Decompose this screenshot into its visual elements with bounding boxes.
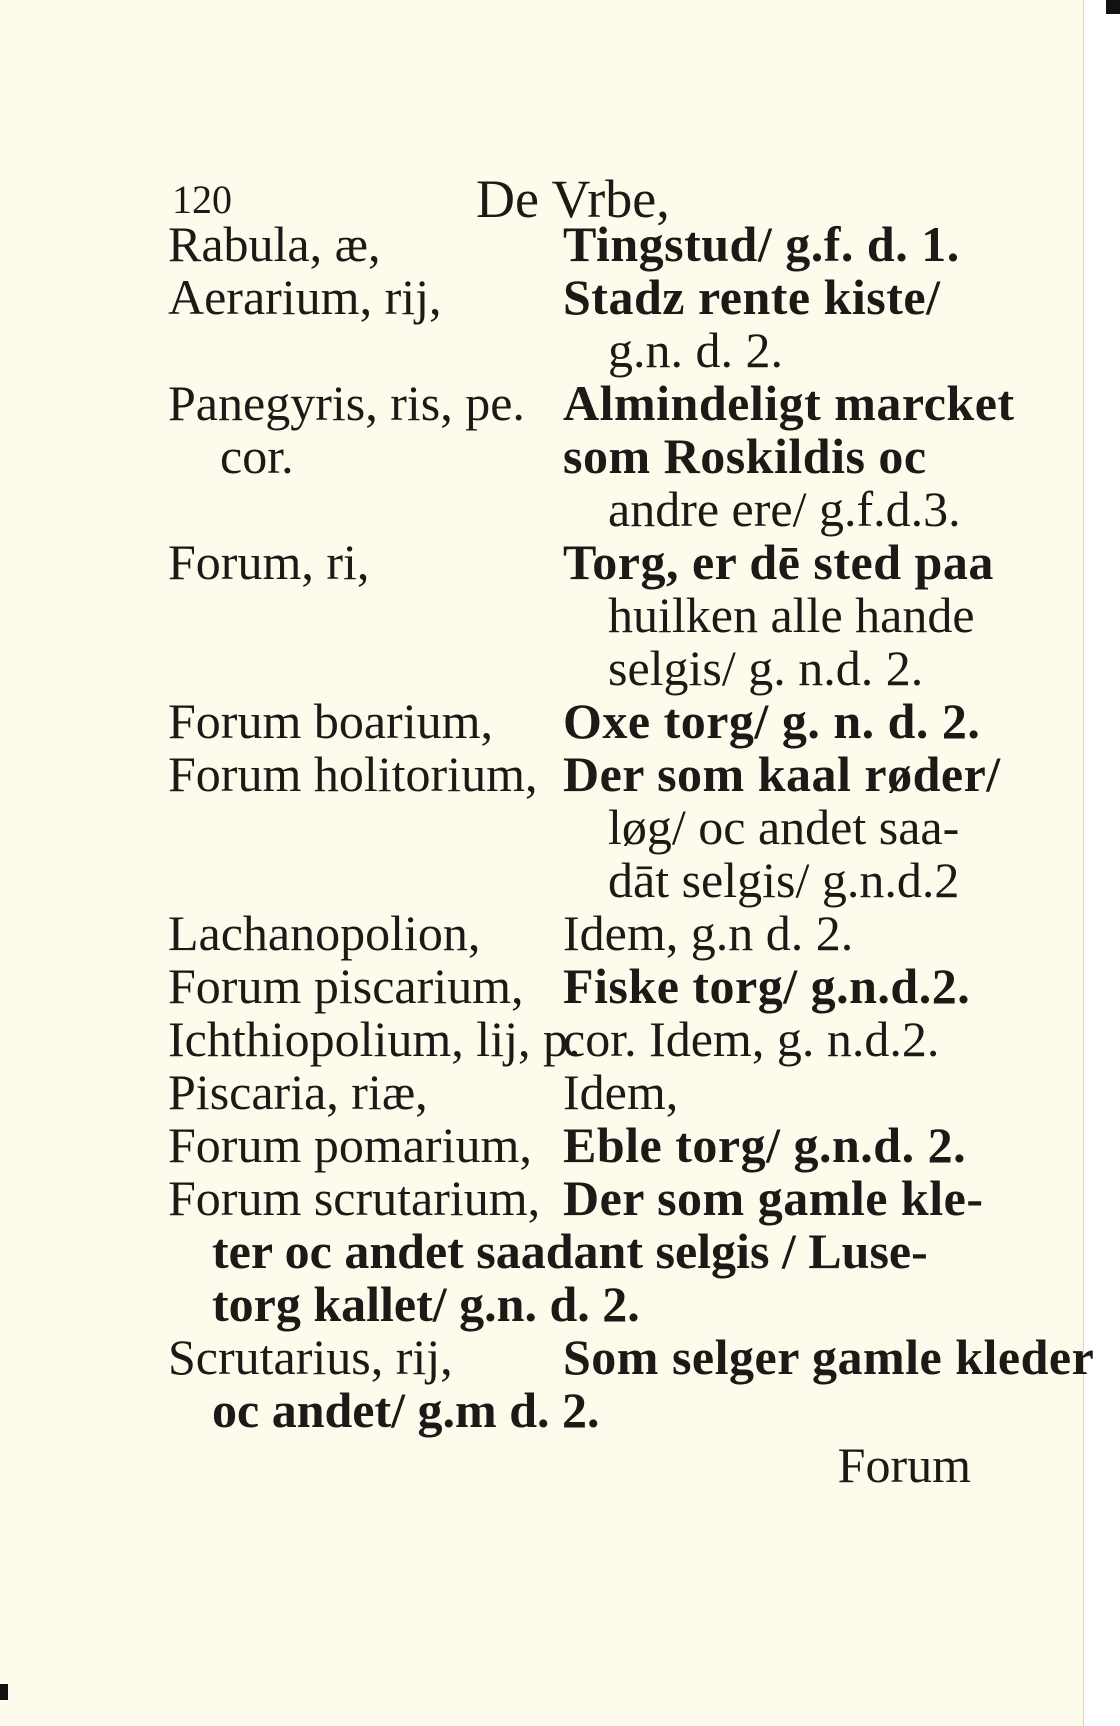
- latin-term: Panegyris, ris, pe.: [168, 375, 525, 431]
- latin-term-continuation: cor.: [220, 428, 294, 484]
- danish-gloss: Oxe torg/ g. n. d. 2.: [563, 693, 981, 749]
- gloss-continuation: selgis/ g. n.d. 2.: [608, 640, 924, 696]
- glossary-entry: [168, 746, 1001, 908]
- latin-term: Rabula, æ,: [168, 216, 381, 272]
- latin-term: Forum holitorium,: [168, 746, 538, 802]
- glossary-entry: [168, 271, 968, 377]
- gloss-continuation: andre ere/ g.f.d.3.: [608, 481, 961, 537]
- scan-edge-mark: [0, 1684, 8, 1700]
- glossary-entry: [168, 693, 981, 749]
- glossary-entry: [168, 375, 1015, 537]
- glossary-entry: [168, 1066, 968, 1119]
- danish-gloss: Der som gamle kle-: [563, 1170, 984, 1226]
- latin-term: Aerarium, rij,: [168, 269, 442, 325]
- danish-gloss: Eble torg/ g.n.d. 2.: [563, 1117, 967, 1173]
- danish-gloss: Tingstud/ g.f. d. 1.: [563, 216, 960, 272]
- latin-term: Forum scrutarium,: [168, 1170, 541, 1226]
- danish-gloss: Som selger gamle kleder: [563, 1329, 1095, 1385]
- latin-term: Forum pomarium,: [168, 1117, 532, 1173]
- latin-term: Forum, ri,: [168, 534, 370, 590]
- latin-term: Forum piscarium,: [168, 958, 524, 1014]
- danish-gloss: Idem, g.n d. 2.: [563, 905, 854, 961]
- glossary-entry: [168, 218, 968, 271]
- danish-gloss: Der som kaal røder/: [563, 746, 1001, 802]
- danish-gloss: Fiske torg/ g.n.d.2.: [563, 958, 971, 1014]
- glossary-entry: [168, 1329, 1095, 1438]
- danish-gloss: cor. Idem, g. n.d.2.: [563, 1011, 940, 1067]
- page-number: 120: [172, 177, 232, 222]
- gloss-continuation: som Roskildis oc: [563, 428, 927, 484]
- latin-term: Scrutarius, rij,: [168, 1329, 453, 1385]
- glossary-entry: [168, 534, 994, 696]
- catchword: Forum: [837, 1437, 971, 1493]
- danish-gloss: Torg, er dē sted paa: [563, 534, 994, 590]
- glossary-entries: [168, 216, 1095, 1438]
- gloss-continuation: oc andet/ g.m d. 2.: [212, 1382, 600, 1438]
- gloss-continuation: løg/ oc andet saa-: [608, 799, 960, 855]
- glossary-entry: [168, 958, 971, 1014]
- gloss-continuation: g.n. d. 2.: [608, 322, 783, 378]
- gloss-continuation: torg kallet/ g.n. d. 2.: [212, 1276, 640, 1332]
- running-title: De Vrbe,: [476, 169, 670, 229]
- latin-term: Piscaria, riæ,: [168, 1064, 428, 1120]
- glossary-entry: [168, 907, 968, 960]
- latin-term: Lachanopolion,: [168, 905, 481, 961]
- scan-edge-mark: [1106, 0, 1120, 14]
- latin-term: Ichthiopolium, lij, p.: [168, 1011, 581, 1067]
- glossary-entry: [168, 1013, 968, 1066]
- glossary-entry: [168, 1119, 968, 1172]
- gloss-continuation: dāt selgis/ g.n.d.2: [608, 852, 960, 908]
- danish-gloss: Almindeligt marcket: [563, 375, 1015, 431]
- glossary-entry: [168, 1170, 984, 1332]
- danish-gloss: Idem,: [563, 1064, 679, 1120]
- gloss-continuation: ter oc andet saadant selgis / Luse-: [212, 1223, 928, 1279]
- gloss-continuation: huilken alle hande: [608, 587, 975, 643]
- danish-gloss: Stadz rente kiste/: [563, 269, 941, 325]
- latin-term: Forum boarium,: [168, 693, 493, 749]
